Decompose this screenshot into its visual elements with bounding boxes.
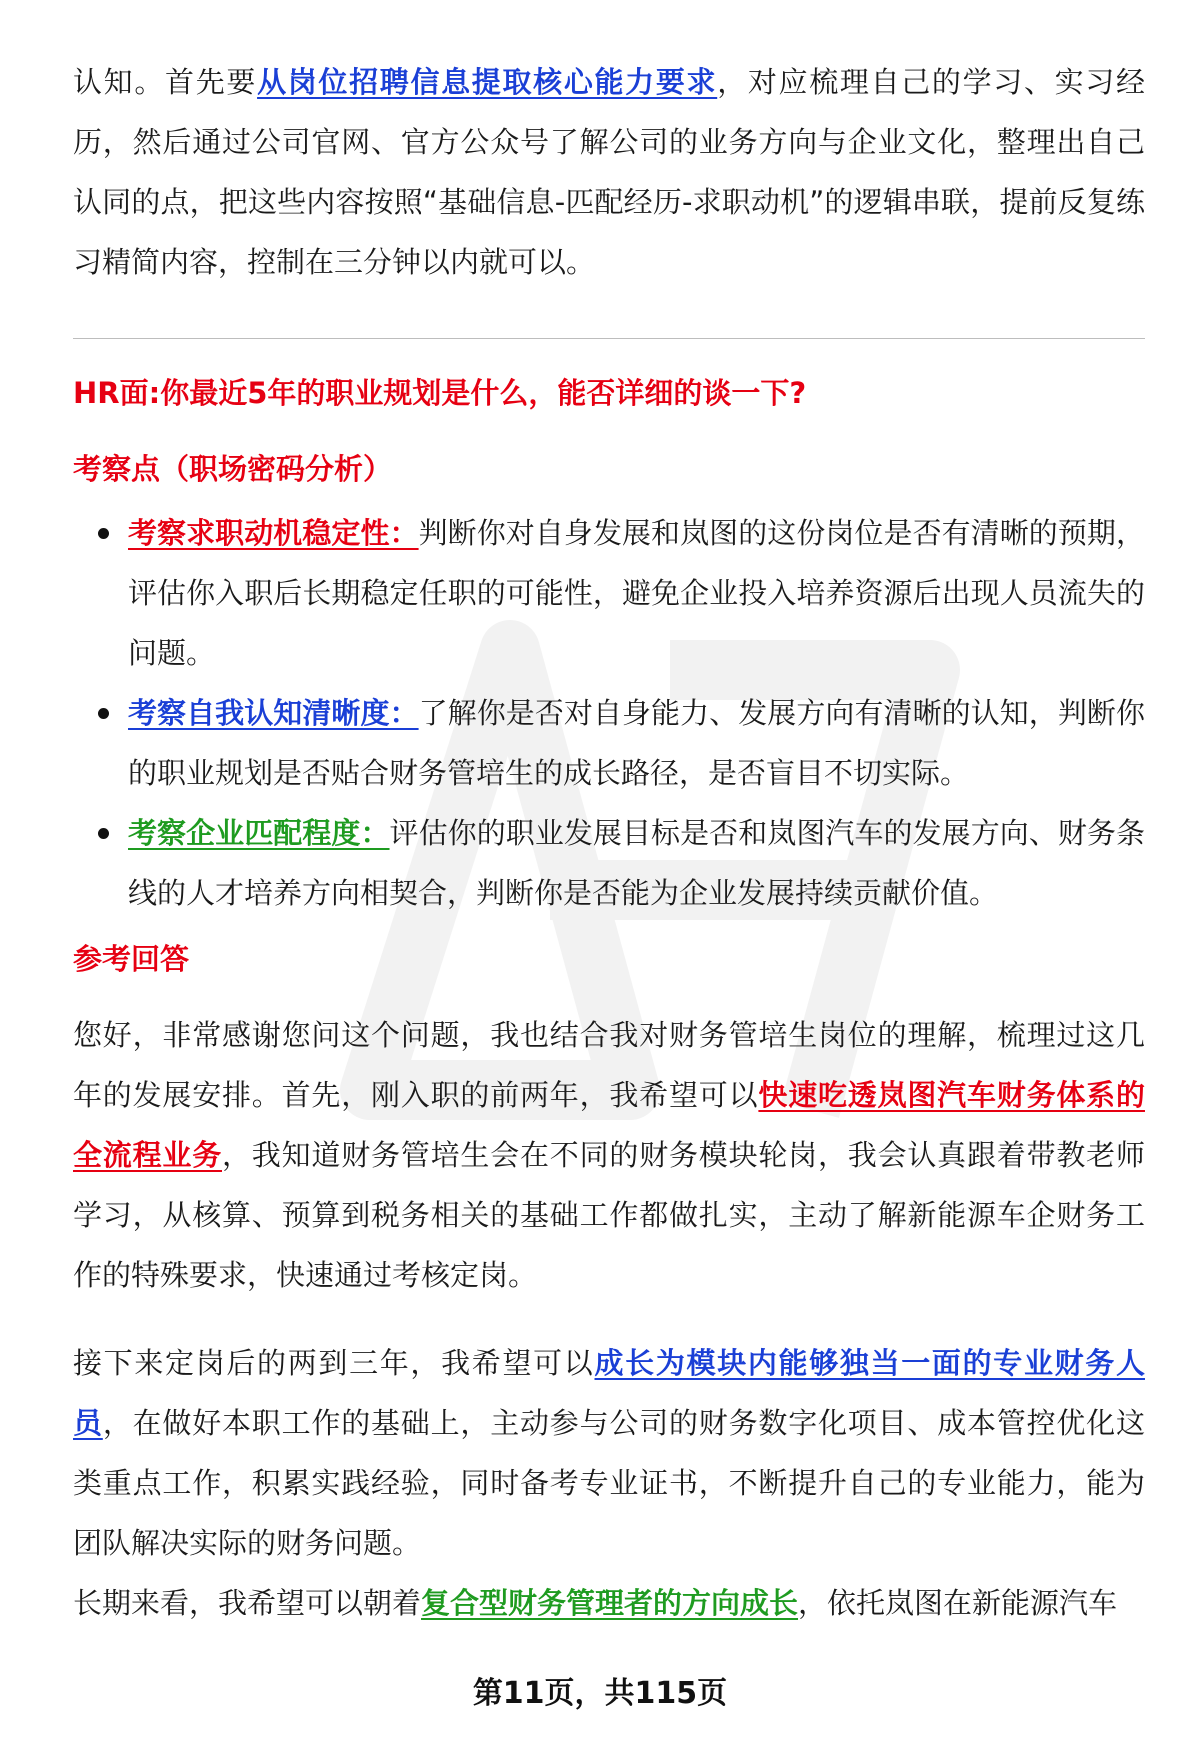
answer-highlight-link[interactable]: 快速吃透岚图汽车财务体系的全流程业务	[73, 1078, 1145, 1172]
intro-highlight-link[interactable]: 从岗位招聘信息提取核心能力要求	[257, 65, 718, 99]
list-item	[128, 503, 1145, 683]
analysis-heading: 考察点（职场密码分析）	[73, 452, 393, 486]
point-label[interactable]: 考察自我认知清晰度：	[128, 696, 419, 730]
point-text: 判断你对自身发展和岚图的这份岗位是否有清晰的预期，评估你入职后长期稳定任职的可能性，避免企业投入培养资源后出现人员流失的问题。	[128, 516, 1145, 670]
point-text: 了解你是否对自身能力、发展方向有清晰的认知，判断你的职业规划是否贴合财务管培生的成长路径，是否盲目不切实际。	[128, 696, 1145, 790]
intro-text-1: 认知。首先要	[73, 65, 258, 99]
bullet-icon	[98, 828, 109, 839]
answer-highlight-link[interactable]: 复合型财务管理者的方向成长	[421, 1586, 799, 1620]
intro-paragraph	[73, 52, 1145, 292]
question-heading: HR面:你最近5年的职业规划是什么，能否详细的谈一下?	[73, 376, 807, 410]
answer-highlight-link[interactable]: 成长为模块内能够独当一面的专业财务人员	[73, 1346, 1145, 1440]
answer-text: 您好，非常感谢您问这个问题，我也结合我对财务管培生岗位的理解，梳理过这几年的发展安排。首先，刚入职的前两年，我希望可以	[73, 1018, 1145, 1112]
intro-text-2: ，对应梳理自己的学习、实习经历，然后通过公司官网、官方公众号了解公司的业务方向与企业文化，整理出自己认同的点，把这些内容按照“基础信息-匹配经历-求职动机”的逻辑串联，提前反复练习精简内容，控制在三分钟以内就可以。	[73, 65, 1145, 279]
answer-paragraph-3	[73, 1573, 1145, 1633]
point-label[interactable]: 考察求职动机稳定性：	[128, 516, 419, 550]
answer-heading: 参考回答	[73, 942, 190, 976]
bullet-icon	[98, 528, 109, 539]
answer-text: 接下来定岗后的两到三年，我希望可以	[73, 1346, 595, 1380]
page-number-footer: 第11页，共115页	[472, 1676, 728, 1711]
answer-text: ，我知道财务管培生会在不同的财务模块轮岗，我会认真跟着带教老师学习，从核算、预算到税务相关的基础工作都做扎实，主动了解新能源车企财务工作的特殊要求，快速通过考核定岗。	[73, 1138, 1145, 1292]
point-label[interactable]: 考察企业匹配程度：	[128, 816, 390, 850]
section-divider	[73, 338, 1145, 339]
document-content	[73, 52, 1145, 1633]
analysis-points-list	[73, 503, 1145, 923]
list-item	[128, 683, 1145, 803]
answer-text: ，在做好本职工作的基础上，主动参与公司的财务数字化项目、成本管控优化这类重点工作，积累实践经验，同时备考专业证书，不断提升自己的专业能力，能为团队解决实际的财务问题。	[73, 1406, 1145, 1560]
answer-text: ，依托岚图在新能源汽车	[798, 1586, 1118, 1620]
point-text: 评估你的职业发展目标是否和岚图汽车的发展方向、财务条线的人才培养方向相契合，判断你是否能为企业发展持续贡献价值。	[128, 816, 1145, 910]
list-item	[128, 803, 1145, 923]
answer-paragraph-2	[73, 1333, 1145, 1573]
bullet-icon	[98, 708, 109, 719]
answer-paragraph-1	[73, 1005, 1145, 1305]
answer-text: 长期来看，我希望可以朝着	[73, 1586, 422, 1620]
